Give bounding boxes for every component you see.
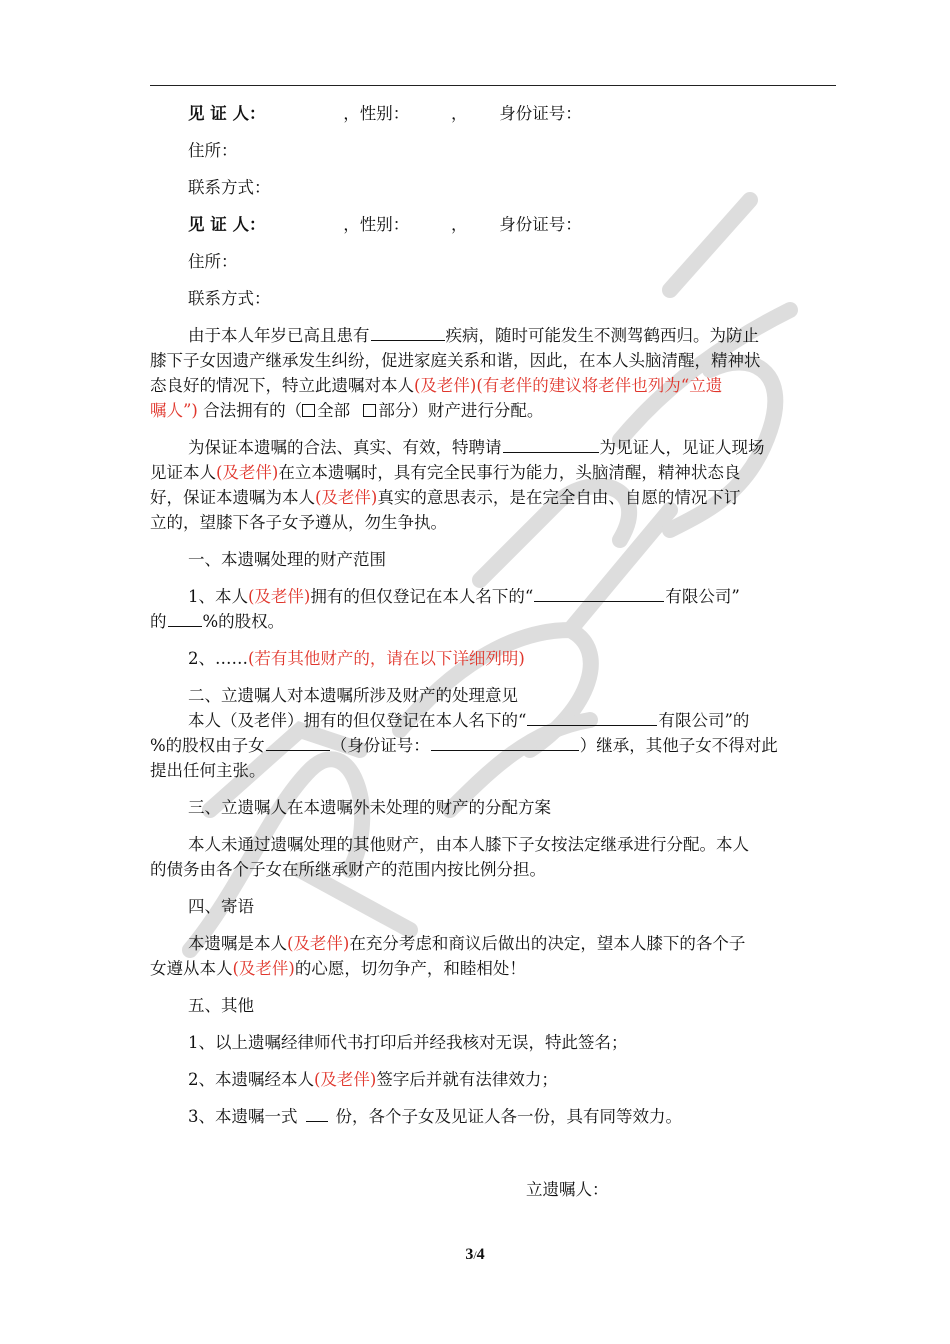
s1-item-1-line-1: 1、本人(及老伴)拥有的但仅登记在本人名下的“ 有限公司” bbox=[150, 583, 740, 607]
s1-item-1-line-2: 的 %的股权。 bbox=[150, 608, 284, 632]
header-rule bbox=[150, 85, 836, 86]
p2-line-2: 见证本人(及老伴)在立本遗嘱时，具有完全民事行为能力，头脑清醒，精神状态良 bbox=[150, 463, 741, 482]
id-number-blank bbox=[431, 734, 579, 752]
s5-item-1: 1、以上遗嘱经律师代书打印后并经我核对无误，特此签名； bbox=[188, 1033, 628, 1052]
s5-item-3: 3、本遗嘱一式 份，各个子女及见证人各一份，具有同等效力。 bbox=[150, 1103, 682, 1127]
p2-line-4: 立的，望膝下各子女予遵从，勿生争执。 bbox=[150, 513, 447, 532]
company-blank bbox=[527, 709, 657, 727]
p2-line-1: 为保证本遗嘱的合法、真实、有效，特聘请 为见证人，见证人现场 bbox=[150, 434, 765, 458]
percent-blank bbox=[168, 610, 202, 628]
section-5-title: 五、其他 bbox=[188, 996, 254, 1015]
witness-2-contact: 联系方式： bbox=[188, 289, 271, 308]
p1-line-1: 由于本人年岁已高且患有 疾病，随时可能发生不测驾鹤西归。为防止 bbox=[150, 322, 759, 346]
witness-name-blank bbox=[503, 436, 599, 454]
p2-line-3: 好，保证本遗嘱为本人(及老伴)真实的意思表示，是在完全自由、自愿的情况下订 bbox=[150, 488, 741, 507]
id-label: 身份证号： bbox=[499, 215, 582, 234]
witness-2-address: 住所： bbox=[188, 252, 238, 271]
separator: ， bbox=[451, 215, 468, 234]
child-name-blank bbox=[266, 734, 330, 752]
separator: ， bbox=[451, 104, 468, 123]
id-label: 身份证号： bbox=[499, 104, 582, 123]
gender-label: ，性别： bbox=[343, 104, 410, 123]
s1-item-2: 2、……(若有其他财产的，请在以下详细列明) bbox=[188, 649, 525, 668]
s4-line-2: 女遵从本人(及老伴)的心愿，切勿争产，和睦相处！ bbox=[150, 959, 526, 978]
s5-item-2: 2、本遗嘱经本人(及老伴)签字后并就有法律效力； bbox=[188, 1070, 558, 1089]
s2-line-2: %的股权由子女 （身份证号： ）继承，其他子女不得对此 bbox=[150, 732, 778, 756]
section-2-title: 二、立遗嘱人对本遗嘱所涉及财产的处理意见 bbox=[188, 686, 518, 705]
p1-line-4: 嘱人”) 合法拥有的（ 全部 部分）财产进行分配。 bbox=[150, 401, 544, 420]
witness-label: 见 证 人： bbox=[188, 104, 266, 123]
witness-2-line bbox=[150, 211, 582, 235]
witness-1-contact: 联系方式： bbox=[188, 178, 271, 197]
section-4-title: 四、寄语 bbox=[188, 897, 254, 916]
s3-line-2: 的债务由各个子女在所继承财产的范围内按比例分担。 bbox=[150, 860, 546, 879]
page-number: 3/4 bbox=[465, 1246, 485, 1263]
gender-label: ，性别： bbox=[343, 215, 410, 234]
s3-line-1: 本人未通过遗嘱处理的其他财产，由本人膝下子女按法定继承进行分配。本人 bbox=[188, 835, 749, 854]
copies-blank bbox=[306, 1105, 328, 1123]
checkbox-all[interactable] bbox=[302, 404, 315, 417]
witness-1-address: 住所： bbox=[188, 141, 238, 160]
section-3-title: 三、立遗嘱人在本遗嘱外未处理的财产的分配方案 bbox=[188, 798, 551, 817]
s2-line-1: 本人（及老伴）拥有的但仅登记在本人名下的“ 有限公司”的 bbox=[150, 707, 749, 731]
section-1-title: 一、本遗嘱处理的财产范围 bbox=[188, 550, 386, 569]
p1-line-2: 膝下子女因遗产继承发生纠纷，促进家庭关系和谐，因此，在本人头脑清醒，精神状 bbox=[150, 351, 761, 370]
s4-line-1: 本遗嘱是本人(及老伴)在充分考虑和商议后做出的决定，望本人膝下的各个子 bbox=[188, 934, 746, 953]
s2-line-3: 提出任何主张。 bbox=[150, 761, 266, 780]
witness-1-line bbox=[150, 100, 582, 124]
witness-label: 见 证 人： bbox=[188, 215, 266, 234]
company-blank bbox=[534, 585, 664, 603]
checkbox-partial[interactable] bbox=[363, 404, 376, 417]
testator-signature-label: 立遗嘱人： bbox=[526, 1180, 609, 1199]
illness-blank bbox=[371, 324, 445, 342]
p1-line-3: 态良好的情况下，特立此遗嘱对本人(及老伴)(有老伴的建议将老伴也列为“立遗 bbox=[150, 376, 723, 395]
